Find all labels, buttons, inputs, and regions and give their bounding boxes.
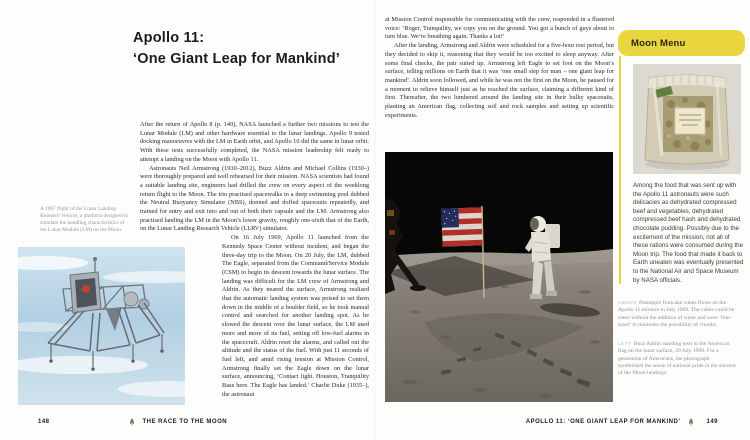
right-footer-label: APOLLO 11: ‘ONE GIANT LEAP FOR MANKIND’ — [525, 419, 681, 425]
sidebar-body-text: Among the food that was sent up with the Apollo 11 astronauts were such delicacies as dehydrated compressed beef and vegetables, dehydrated compressed beef hash and dehydrated chocolate pudding. Possibly due to the excitement of the mission, not all of these rations were consumed during the Moon trip. The food that made it back to Earth uneaten was eventually presented to the National Air and Space Museum by NASA officials. — [633, 182, 744, 284]
body-paragraph: On 16 July 1969, Apollo 11 launched from the Kennedy Space Center without incident, and began the three-day trip to the Moon. On 20 July, the LM, dubbed The Eagle, separated from the Command/Service Module (CSM) to begin its descent towards the lunar surface. The landing was difficult for the LM crew of Armstrong and Aldrin. As they neared the surface, Armstrong realised that the automatic landing system was poised to set them down in the middle of a boulder field, so he took manual control and searched for another landing spot. As he slowed the descent over the lunar surface, the LM used more and more of its fuel, setting off low-fuel alarms in the spacecraft. Aldrin reset the alarms, and called out the altitude and the status of the fuel. With just 11 seconds of fuel left, and amid rising tension at Mission Control, Armstrong finally set the Eagle down on the lunar surface, announcing, ‘Contact light. Houston, Tranquility Base here. The Eagle has landed.’ Charlie Duke (1935–), the astronaut — [222, 234, 369, 398]
left-page-number: 148 — [38, 419, 50, 425]
caption-text: Buzz Aldrin standing next to the American flag on the lunar surface, 20 July 1969. For a generation of Americans, the photograph symbolised the sense of national pride in the success of the Moon landings. — [618, 341, 736, 377]
rocket-icon — [687, 418, 695, 426]
right-page-number: 149 — [706, 419, 718, 425]
page-title-line2: ‘One Giant Leap for Mankind’ — [133, 51, 341, 67]
moon-photo-caption — [618, 341, 736, 377]
body-paragraph: at Mission Control responsible for communicating with the crew, responded in a flustered voice: ‘Roger, Tranquility, we copy you on the ground. You got a bunch of guys about to turn blue. We’re breathing again. Thanks a lot!’ — [385, 16, 614, 41]
page-title — [133, 28, 340, 70]
food-package-photo — [633, 64, 741, 174]
left-page-footer — [38, 418, 227, 426]
caption-label: ABOVE — [618, 301, 638, 306]
llrv-photo-caption: A 1967 flight of the Lunar Landing Research Vehicle, a platform designed to simulate the handling characteristics of the Lunar Module (LM) on the Moon. — [40, 206, 129, 233]
body-paragraph: After the landing, Armstrong and Aldrin were scheduled for a five-hour rest period, but they decided to skip it, reasoning that they would be too excited to sleep anyway. After some final checks, the pair suited up. Armstrong left Eagle to set foot on the Moon’s surface, telling millions on Earth that it was ‘one small step for man – one giant leap for mankind’. Aldrin soon followed, and while he was not the first on the Moon, he paused for a moment to relieve himself just as he reached the surface, claiming a different kind of first. Thereafter, the two lumbered around the landing site in their bulky spacesuits, planting an American flag, collecting soil and rock samples and setting up scientific experiments. — [385, 42, 614, 119]
moon-surface-photo — [385, 152, 613, 402]
sidebar-moon-menu-tab — [618, 30, 745, 56]
left-footer-label: THE RACE TO THE MOON — [142, 419, 228, 425]
caption-label: LEFT — [618, 342, 632, 347]
body-paragraph: After the return of Apollo 8 (p. 140), NASA launched a further two missions to test the Lunar Module (LM) and other hardware essential to the lunar landings. Apollo 9 tested docking manoeuvres with the LM in Earth orbit, and Apollo 10 did the same in lunar orbit. With these tests successfully completed, the NASA mission leadership felt ready to attempt a landing on the Moon with Apollo 11. — [140, 121, 369, 163]
page-gutter — [374, 0, 376, 440]
sidebar-accent-line — [619, 56, 621, 284]
sidebar-title: Moon Menu — [631, 37, 686, 49]
caption-text: Pineapple fruitcake cubes flown on the Apollo 11 mission in July 1969. The cubes could be eaten without the addition of water and were ‘bite-sized’ to minimise the possibility of crumbs. — [618, 300, 735, 328]
food-photo-caption — [618, 300, 736, 329]
rocket-icon — [128, 418, 136, 426]
page-title-line1: Apollo 11: — [133, 30, 205, 46]
llrv-photo — [18, 247, 185, 405]
right-page-footer — [526, 418, 718, 426]
right-page-body — [385, 16, 614, 146]
body-paragraph: Astronauts Neil Armstrong (1930–2012), Buzz Aldrin and Michael Collins (1930–) were thoroughly prepared and well rehearsed for their mission. NASA scientists had found a suitable landing site, engineers had drilled the crew on every aspect of the weeklong return flight to the Moon. The trio practised spacewalks in a deep swimming pool dubbed the Neutral Buoyancy Simulator (NBS), donned and doffed spacesuits repeatedly, and trained for entry and exit into and out of both their capsule and the LM. Armstrong also practised landing the LM in the Moon’s lower gravity, roughly one-sixth that of the Earth, on the Lunar Landing Research Vehicle (LLRV) simulator. — [140, 164, 369, 233]
